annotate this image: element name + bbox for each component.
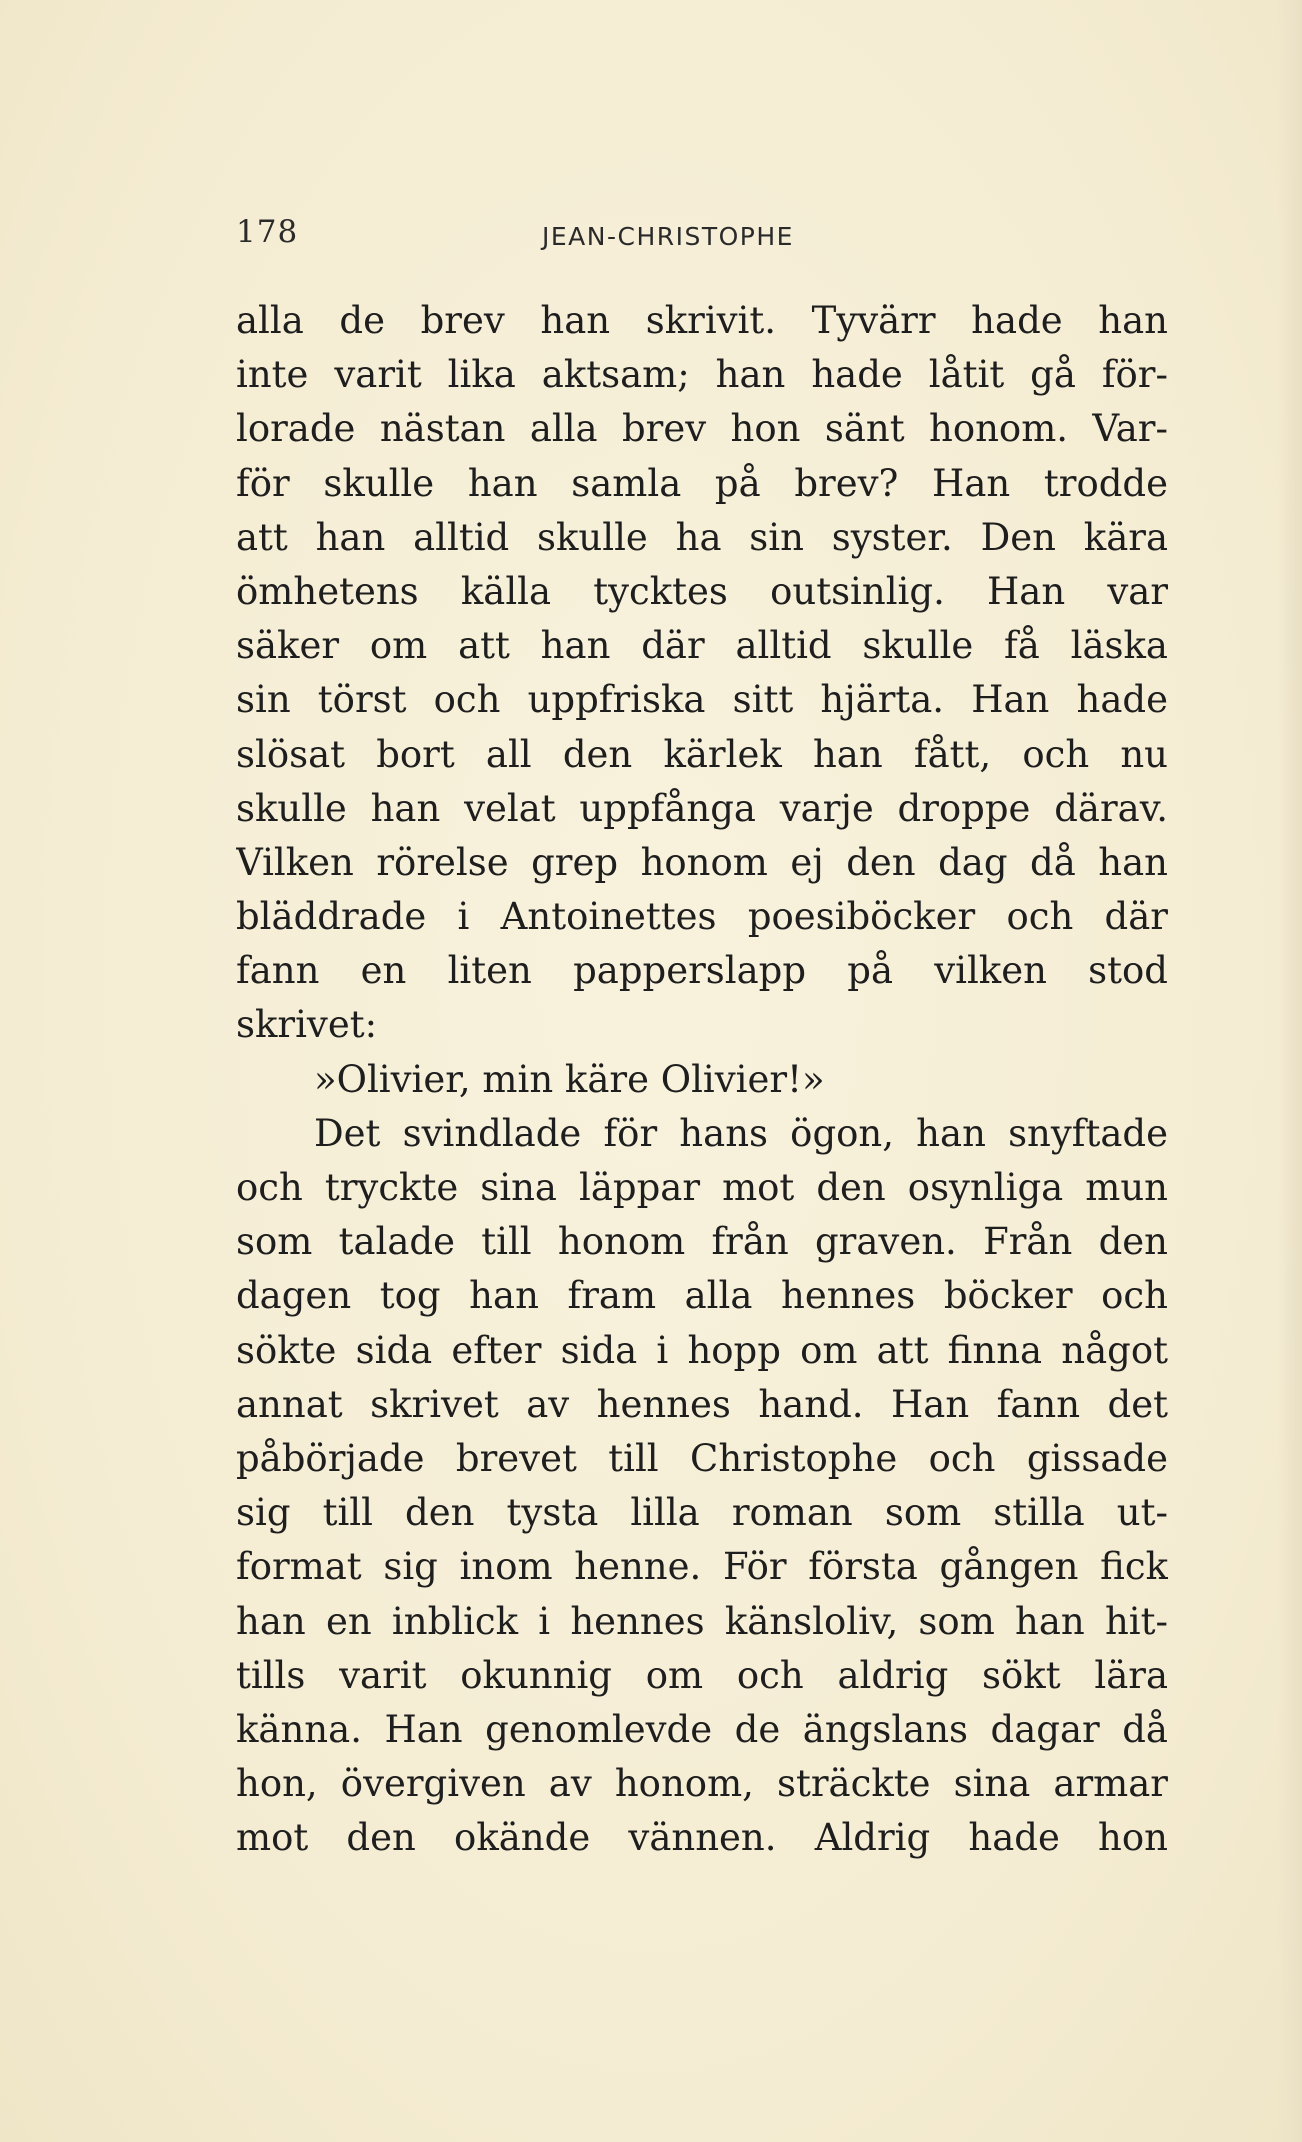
text-line: för skulle han samla på brev? Han trodde xyxy=(236,461,1168,505)
text-line: han en inblick i hennes känsloliv, som han hit- xyxy=(236,1599,1168,1643)
text-line: skrivet: xyxy=(236,1003,378,1047)
quoted-line: »Olivier, min käre Olivier!» xyxy=(314,1057,825,1101)
text-line: känna. Han genomlevde de ängslans dagar då xyxy=(236,1707,1168,1751)
text-line: alla de brev han skrivit. Tyvärr hade han xyxy=(236,299,1168,342)
text-line: fann en liten papperslapp på vilken stod xyxy=(236,949,1168,993)
page-edge-shadow xyxy=(1278,0,1302,2142)
text-line: annat skrivet av hennes hand. Han fann det xyxy=(236,1382,1168,1426)
text-line: påbörjade brevet till Christophe och gissade xyxy=(236,1436,1168,1480)
text-line: bläddrade i Antoinettes poesiböcker och där xyxy=(236,895,1168,939)
text-line: inte varit lika aktsam; han hade låtit gå för- xyxy=(236,353,1168,397)
text-line: mot den okände vännen. Aldrig hade hon xyxy=(236,1816,1168,1860)
running-head: JEAN-CHRISTOPHE xyxy=(542,222,794,251)
text-line: sig till den tysta lilla roman som stilla ut- xyxy=(236,1491,1168,1535)
text-line: dagen tog han fram alla hennes böcker och xyxy=(236,1274,1168,1318)
text-line: sin törst och uppfriska sitt hjärta. Han hade xyxy=(236,678,1168,722)
page-header xyxy=(236,214,1168,258)
text-line: slösat bort all den kärlek han fått, och nu xyxy=(236,732,1168,776)
text-line: Det svindlade för hans ögon, han snyftade xyxy=(314,1111,1168,1155)
text-line: tills varit okunnig om och aldrig sökt lära xyxy=(236,1653,1168,1697)
text-line: och tryckte sina läppar mot den osynliga mun xyxy=(236,1166,1168,1209)
body-text xyxy=(236,294,1168,1865)
text-line: lorade nästan alla brev hon sänt honom. Var- xyxy=(236,407,1168,451)
text-line: ömhetens källa tycktes outsinlig. Han var xyxy=(236,569,1168,613)
text-line: hon, övergiven av honom, sträckte sina armar xyxy=(236,1762,1168,1806)
text-line: att han alltid skulle ha sin syster. Den kära xyxy=(236,515,1168,559)
text-line: format sig inom henne. För första gången fick xyxy=(236,1545,1168,1589)
text-line: skulle han velat uppfånga varje droppe därav. xyxy=(236,786,1168,830)
text-line: som talade till honom från graven. Från den xyxy=(236,1220,1168,1264)
text-line: säker om att han där alltid skulle få läska xyxy=(236,624,1168,668)
text-line: sökte sida efter sida i hopp om att finna något xyxy=(236,1328,1168,1372)
page-number: 178 xyxy=(236,214,299,250)
text-line: Vilken rörelse grep honom ej den dag då han xyxy=(236,840,1168,884)
